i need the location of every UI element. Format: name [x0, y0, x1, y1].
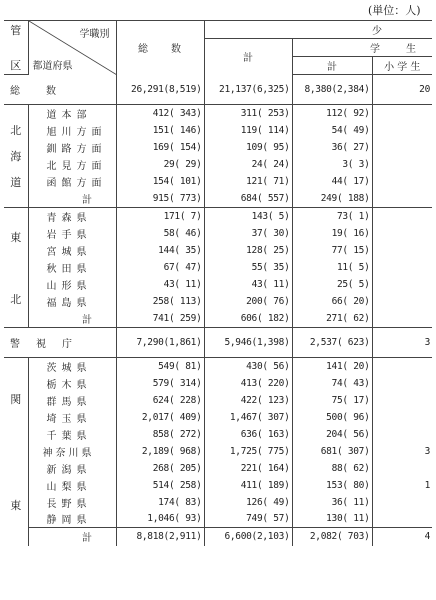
statistics-table — [4, 20, 432, 546]
table-row: 秋田県 67( 47) 55( 35) 11( 5) — [4, 259, 432, 276]
table-row: 東 北 青森県 171( 7) 143( 5) 73( 1) — [4, 208, 432, 225]
total-v1: 26,291(8,519) — [116, 75, 204, 105]
total-v3: 8,380(2,384) — [292, 75, 372, 105]
table-row: 神奈川県 2,189( 968) 1,725( 775) 681( 307) 3 — [4, 443, 432, 460]
header-shogakusei: 小 学 生 — [372, 57, 432, 75]
table-row: 埼玉県 2,017( 409) 1,467( 307) 500( 96) — [4, 409, 432, 426]
header-gakusei: 学 生 — [292, 39, 432, 57]
table-row: 静岡県 1,046( 93) 749( 57) 130( 11) — [4, 511, 432, 528]
header-kankatsu: 管 — [4, 21, 28, 39]
header-diagonal-cell — [28, 21, 116, 75]
table-row: 函館方面 154( 101) 121( 71) 44( 17) — [4, 173, 432, 190]
total-v2: 21,137(6,325) — [204, 75, 292, 105]
header-shonen: 少 — [204, 21, 432, 39]
header-ku: 区 — [4, 57, 28, 75]
table-row: 長野県 174( 83) 126( 49) 36( 11) — [4, 494, 432, 511]
table-row: 山梨県 514( 258) 411( 189) 153( 80) 1 — [4, 477, 432, 494]
subtotal-row: 計 915( 773) 684( 557) 249( 188) — [4, 190, 432, 208]
table-row: 群馬県 624( 228) 422( 123) 75( 17) — [4, 392, 432, 409]
table-row: 関 東 茨城県 549( 81) 430( 56) 141( 20) — [4, 358, 432, 375]
table-row: 釧路方面 169( 154) 109( 95) 36( 27) — [4, 139, 432, 156]
header-gakushoku: 学職別 — [79, 29, 110, 40]
table-row: 北見方面 29( 29) 24( 24) 3( 3) — [4, 156, 432, 173]
total-v4: 20 — [372, 75, 432, 105]
table-row: 千葉県 858( 272) 636( 163) 204( 56) — [4, 426, 432, 443]
table-row: 新潟県 268( 205) 221( 164) 88( 62) — [4, 460, 432, 477]
subtotal-row: 計 741( 259) 606( 182) 271( 62) — [4, 310, 432, 328]
unit-label: (単位：人) — [368, 4, 421, 17]
table-row: 栃木県 579( 314) 413( 220) 74( 43) — [4, 375, 432, 392]
table-row: 岩手県 58( 46) 37( 30) 19( 16) — [4, 225, 432, 242]
total-label: 総 数 — [4, 75, 116, 105]
header-kei1: 計 — [204, 39, 292, 75]
region-hokkaido: 北 海 道 — [4, 105, 28, 208]
total-row — [4, 75, 432, 105]
table-row: 北 海 道 道本部 412( 343) 311( 253) 112( 92) — [4, 105, 432, 122]
header-kei2: 計 — [292, 57, 372, 75]
header-soukei: 総 数 — [116, 21, 204, 75]
keishicho-label: 警 視 庁 — [4, 328, 116, 358]
table-row: 山形県 43( 11) 43( 11) 25( 5) — [4, 276, 432, 293]
subtotal-row: 計 8,818(2,911) 6,600(2,103) 2,082( 703) 4 — [4, 528, 432, 546]
header-todofuken: 都道府県 — [32, 61, 73, 72]
keishicho-row: 警 視 庁 7,290(1,861) 5,946(1,398) 2,537( 623) 3 — [4, 328, 432, 358]
table-row: 旭川方面 151( 146) 119( 114) 54( 49) — [4, 122, 432, 139]
table-row: 福島県 258( 113) 200( 76) 66( 20) — [4, 293, 432, 310]
region-kanto: 関 東 — [4, 358, 28, 546]
region-tohoku: 東 北 — [4, 208, 28, 328]
table-row: 宮城県 144( 35) 128( 25) 77( 15) — [4, 242, 432, 259]
